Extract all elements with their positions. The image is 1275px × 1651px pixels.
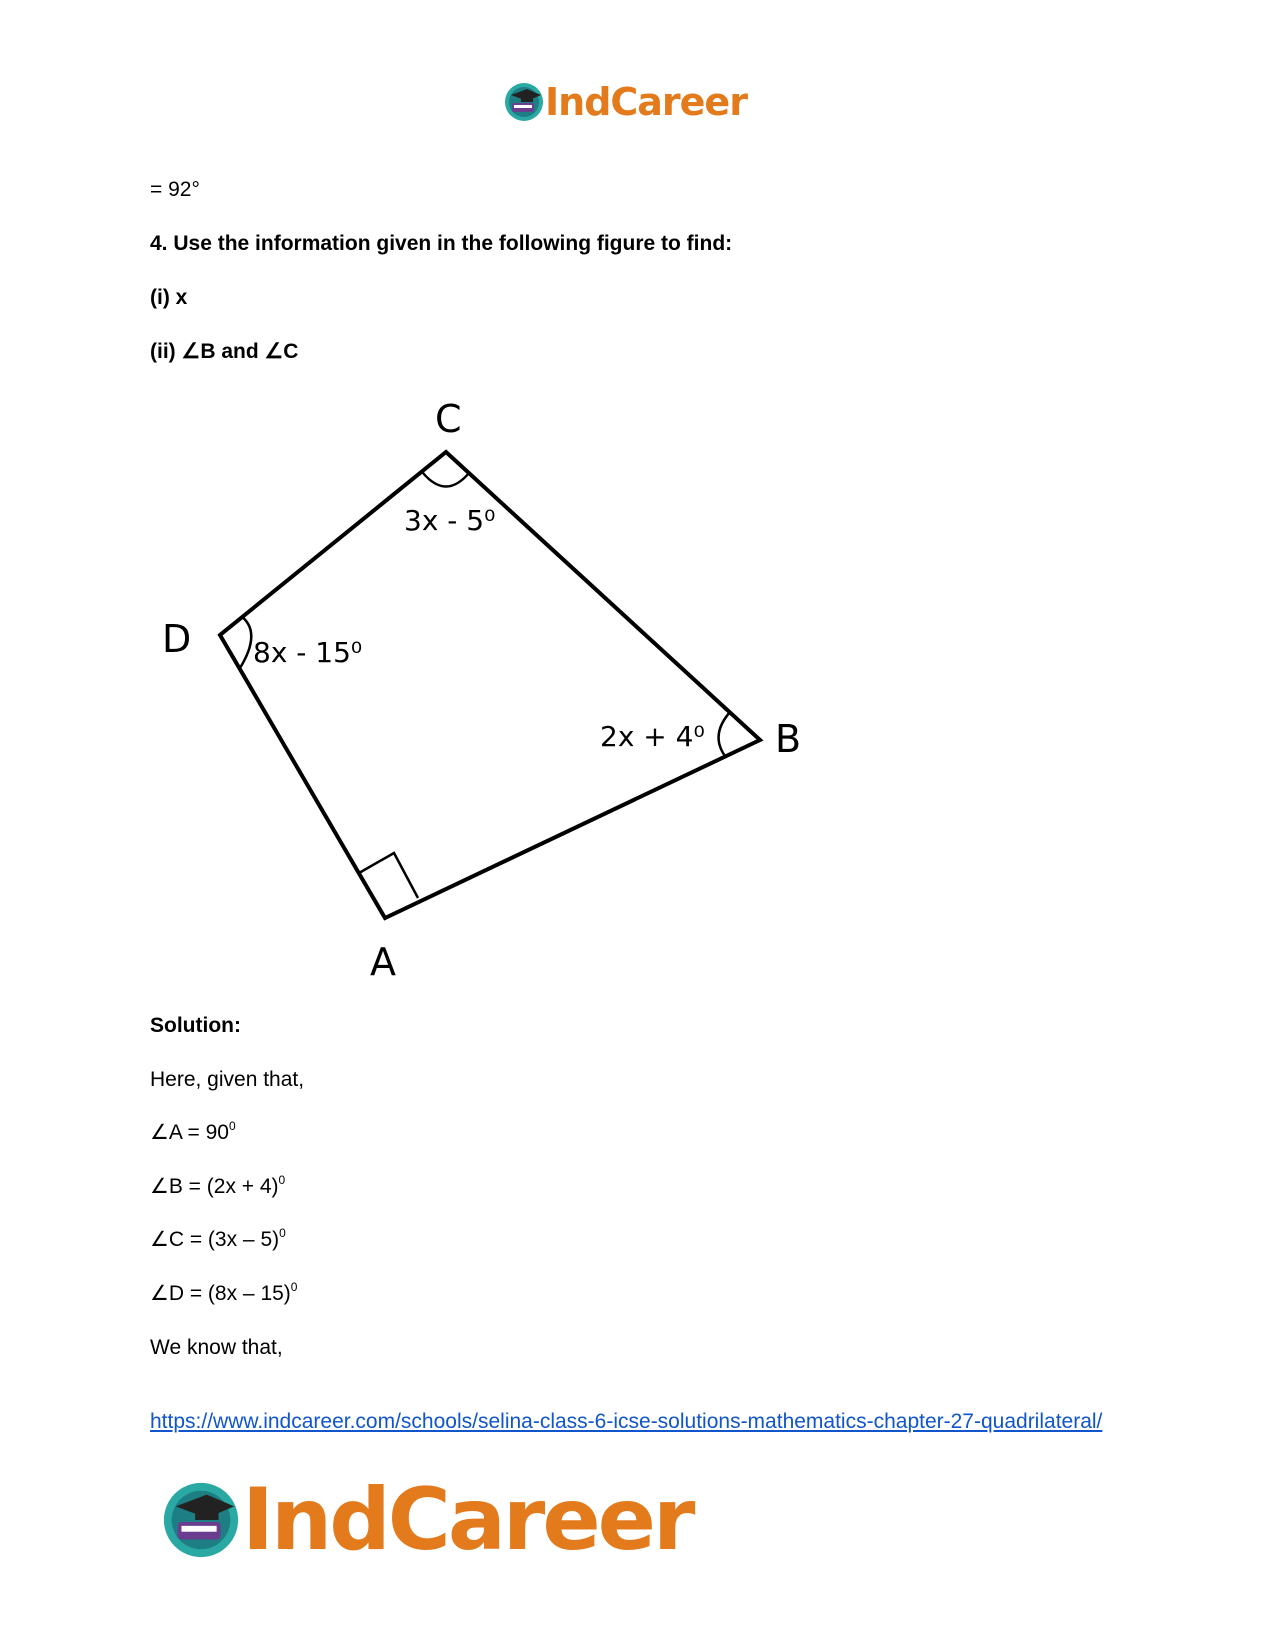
given-angle-d: ∠D = (8x – 15)$^0$	[150, 1280, 298, 1305]
vertex-label-c: C	[435, 400, 462, 441]
angle-label-b: 2x + 4⁰	[600, 720, 705, 753]
indcareer-logo-bottom	[160, 1470, 692, 1570]
question-part-i: (i) x	[150, 286, 188, 309]
graduation-book-icon	[160, 1479, 242, 1561]
quadrilateral-figure	[150, 400, 810, 990]
angle-label-c: 3x - 5⁰	[404, 504, 496, 537]
given-angle-b: ∠B = $(2x + 4)^0$	[150, 1173, 286, 1198]
vertex-label-b: B	[775, 717, 802, 761]
given-angle-c: ∠C = (3x – 5)$^0$	[150, 1226, 286, 1251]
we-know-that: We know that,	[150, 1336, 283, 1359]
angle-arc-d	[240, 616, 251, 668]
question-part-ii: (ii) ∠B and ∠C	[150, 340, 299, 363]
logo-text: IndCareer	[242, 1470, 693, 1570]
angle-arc-b	[719, 712, 730, 756]
given-intro: Here, given that,	[150, 1068, 305, 1091]
logo-text: IndCareer	[545, 80, 747, 124]
source-link[interactable]: https://www.indcareer.com/schools/selina-class-6-icse-solutions-mathematics-chapter-27-quadrilateral/	[150, 1410, 1103, 1433]
vertex-label-d: D	[162, 617, 192, 661]
angle-label-d: 8x - 15⁰	[253, 636, 363, 669]
given-angle-a: ∠A = $90^0$	[150, 1119, 236, 1144]
indcareer-logo-top	[503, 80, 747, 124]
solution-heading: Solution:	[150, 1014, 241, 1037]
graduation-book-icon	[503, 81, 545, 123]
vertex-label-a: A	[370, 940, 396, 984]
previous-result: = 92°	[150, 178, 200, 201]
angle-arc-c	[423, 473, 469, 487]
question-heading: 4. Use the information given in the following figure to find:	[150, 232, 733, 255]
